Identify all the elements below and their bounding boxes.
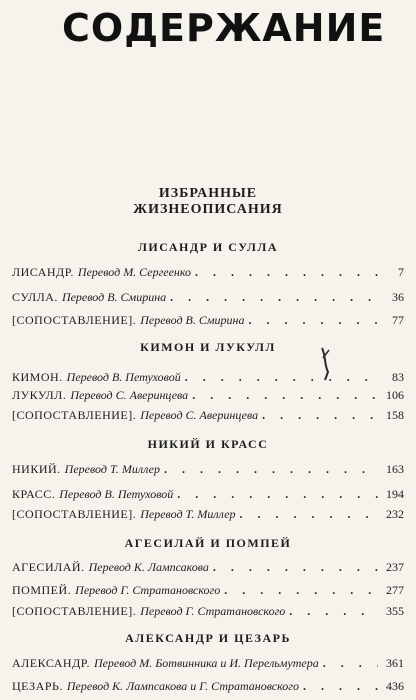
entry-page-number: 237: [386, 560, 404, 574]
entry-translator: Перевод Г. Стратановского: [140, 604, 286, 618]
entry-translator: Перевод В. Смирина: [140, 313, 245, 327]
toc-entry[interactable]: [12, 679, 404, 697]
group-title: АГЕСИЛАЙ И ПОМПЕЙ: [124, 536, 292, 550]
entry-translator: Перевод С. Аверинцева: [70, 388, 189, 402]
dot-leader: [248, 313, 378, 328]
entry-name: АЛЕКСАНДР.: [12, 656, 90, 670]
entry-translator: Перевод Т. Миллер: [64, 462, 160, 476]
toc-entry[interactable]: [12, 656, 404, 674]
entry-translator: Перевод В. Смирина: [61, 290, 167, 304]
entry-page-number: 232: [386, 507, 404, 521]
entry-translator: Перевод К. Лампсакова: [88, 560, 209, 574]
entry-translator: Перевод М. Ботвинника и И. Перельмутера: [93, 656, 319, 670]
toc-entry[interactable]: [12, 290, 404, 308]
section-heading-line-1: ИЗБРАННЫЕ: [158, 186, 258, 201]
dot-leader: [303, 679, 378, 694]
toc-entry[interactable]: [12, 604, 404, 622]
entry-name: [СОПОСТАВЛЕНИЕ].: [12, 507, 137, 521]
dot-leader: [224, 583, 378, 598]
entry-name: ЛУКУЛЛ.: [12, 388, 67, 402]
toc-entry[interactable]: [12, 265, 404, 283]
toc-entry[interactable]: [12, 388, 404, 406]
entry-name: ЛИСАНДР.: [12, 265, 74, 279]
toc-entry[interactable]: [12, 370, 404, 388]
section-heading: [0, 186, 416, 218]
dot-leader: [185, 370, 378, 385]
entry-translator: Перевод В. Петуховой: [59, 487, 174, 501]
entry-name: [СОПОСТАВЛЕНИЕ].: [12, 604, 137, 618]
toc-entry[interactable]: [12, 507, 404, 525]
dot-leader: [170, 290, 378, 305]
dot-leader: [177, 487, 378, 502]
entry-page-number: 436: [386, 679, 404, 693]
entry-translator: Перевод С. Аверинцева: [140, 408, 259, 422]
group-title: ЛИСАНДР И СУЛЛА: [137, 240, 279, 254]
entry-name: КИМОН.: [12, 370, 63, 384]
entry-page-number: 83: [392, 370, 404, 384]
entry-translator: Перевод Г. Стратановского: [75, 583, 221, 597]
entry-page-number: 36: [392, 290, 404, 304]
entry-page-number: 163: [386, 462, 404, 476]
dot-leader: [213, 560, 378, 575]
entry-name: ПОМПЕЙ.: [12, 583, 72, 597]
entry-page-number: 158: [386, 408, 404, 422]
entry-name: СУЛЛА.: [12, 290, 58, 304]
section-heading-line-2: ЖИЗНЕОПИСАНИЯ: [133, 202, 283, 217]
group-title: КИМОН И ЛУКУЛЛ: [140, 340, 276, 354]
group-title: АЛЕКСАНДР И ЦЕЗАРЬ: [125, 631, 291, 645]
entry-page-number: 77: [392, 313, 404, 327]
pen-mark: [318, 346, 336, 382]
entry-page-number: 106: [386, 388, 404, 402]
toc-entry[interactable]: [12, 487, 404, 505]
entry-translator: Перевод К. Лампсакова и Г. Стратановского: [66, 679, 299, 693]
toc-entry[interactable]: [12, 408, 404, 426]
entry-page-number: 7: [398, 265, 404, 279]
entry-name: ЦЕЗАРЬ.: [12, 679, 63, 693]
dot-leader: [164, 462, 378, 477]
toc-entry[interactable]: [12, 313, 404, 331]
entry-translator: Перевод Т. Миллер: [140, 507, 236, 521]
toc-entry[interactable]: [12, 560, 404, 578]
group-title: НИКИЙ И КРАСС: [147, 437, 269, 451]
toc-entry[interactable]: [12, 462, 404, 480]
dot-leader: [323, 656, 378, 671]
entry-translator: Перевод М. Сергеенко: [77, 265, 192, 279]
entry-name: АГЕСИЛАЙ.: [12, 560, 85, 574]
entry-page-number: 361: [386, 656, 404, 670]
dot-leader: [195, 265, 378, 280]
entry-name: КРАСС.: [12, 487, 56, 501]
entry-name: НИКИЙ.: [12, 462, 61, 476]
dot-leader: [240, 507, 378, 522]
entry-page-number: 355: [386, 604, 404, 618]
toc-entry[interactable]: [12, 583, 404, 601]
entry-page-number: 194: [386, 487, 404, 501]
dot-leader: [262, 408, 378, 423]
dot-leader: [289, 604, 378, 619]
entry-name: [СОПОСТАВЛЕНИЕ].: [12, 313, 137, 327]
entry-translator: Перевод В. Петуховой: [66, 370, 181, 384]
page-title: СОДЕРЖАНИЕ: [62, 6, 386, 50]
entry-page-number: 277: [386, 583, 404, 597]
dot-leader: [192, 388, 378, 403]
entry-name: [СОПОСТАВЛЕНИЕ].: [12, 408, 137, 422]
